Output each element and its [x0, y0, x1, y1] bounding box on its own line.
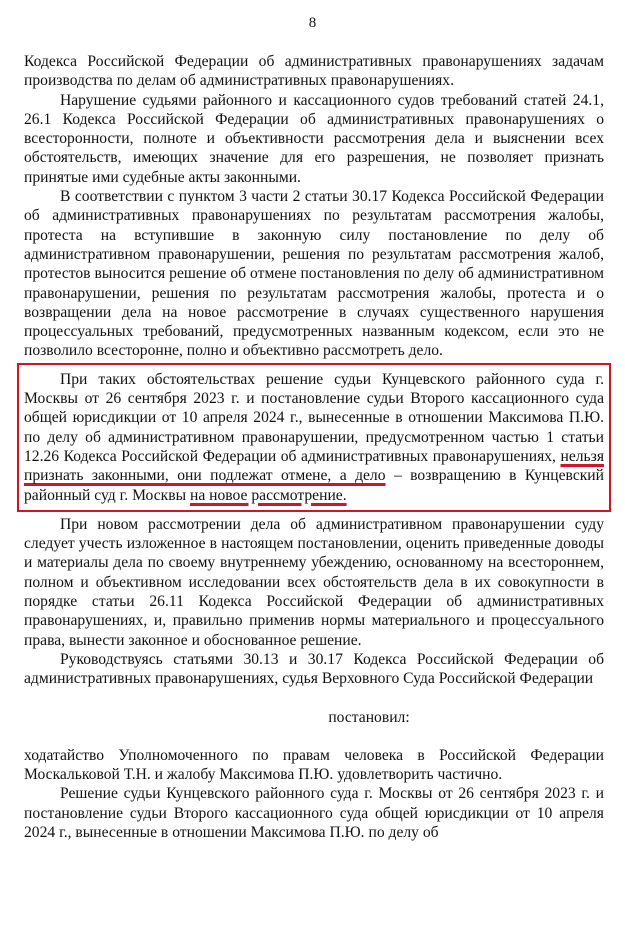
paragraph-legal-basis: В соответствии с пунктом 3 части 2 статьи 30.17 Кодекса Российской Федерации об административных правонарушениях по результатам рассмотрения жалобы, протеста на вступившие в законную силу постановление по делу об административном правонарушении, решения по результатам рассмотрения жалоб, протестов выносится решение об отмене постановления по делу об административном правонарушении, решения по результатам рассмотрения жалобы, протеста и о возвращении дела на новое рассмотрение в случаях существенного нарушения процессуальных требований, предусмотренных названным кодексом, если это не позволило всесторонне, полно и объективно рассмотреть дело. — [24, 188, 604, 360]
highlighted-paragraph — [24, 370, 604, 505]
underlined-text-new-review: на новое рассмотрение. — [189, 486, 347, 504]
paragraph-guided-by: Руководствуясь статьями 30.13 и 30.17 Кодекса Российской Федерации об административных правонарушениях, судья Верховного Суда Российской Федерации — [24, 650, 604, 688]
document-body — [24, 52, 604, 842]
paragraph-violation: Нарушение судьями районного и кассационного судов требований статей 24.1, 26.1 Кодекса Российской Федерации об административных правонарушениях о всесторонности, полноте и объективности рассмотрения дела и выяснении всех обстоятельств, имеющих значение для его разрешения, не позволяет признать принятые ими судебные акты законными. — [24, 91, 604, 186]
paragraph-continuation: Кодекса Российской Федерации об административных правонарушениях задачам производства по делам об административных правонарушениях. — [24, 53, 604, 90]
decision-heading: постановил: — [328, 708, 410, 726]
highlighted-text-part1: При таких обстоятельствах решение судьи Кунцевского районного суда г. Москвы от 26 сентября 2023 г. и постановление судьи Второго кассационного суда общей юрисдикции от 10 апреля 2024 г., вынесенные в отношении Максимова П.Ю. по делу об административном правонарушении, предусмотренном частью 1 статьи 12.26 Кодекса Российской Федерации об административных правонарушениях, — [24, 370, 604, 465]
paragraph-decision-cancel: Решение судьи Кунцевского районного суда г. Москвы от 26 сентября 2023 г. и постановление судьи Второго кассационного суда общей юрисдикции от 10 апреля 2024 г., вынесенные в отношении Максимова П.Ю. по делу об — [24, 785, 604, 841]
paragraph-new-review: При новом рассмотрении дела об административном правонарушении суду следует учесть изложенное в настоящем постановлении, оценить приведенные доводы и материалы дела по своему внутреннему убеждению, основанному на всестороннем, полном и объективном исследовании всех обстоятельств дела в их совокупности в порядке статьи 26.11 Кодекса Российской Федерации об административных правонарушениях, и, правильно применив нормы материального и процессуального права, вынести законное и обоснованное решение. — [24, 515, 604, 649]
paragraph-petition: ходатайство Уполномоченного по правам человека в Российской Федерации Москальковой Т.Н. и жалобу Максимова П.Ю. удовлетворить частично. — [24, 746, 604, 784]
underlined-text-cancel: нельзя признать законными, они подлежат отмене, а дело — [24, 447, 604, 485]
page-number: 8 — [308, 15, 317, 31]
highlighted-text-part2: – возвращению в Кунцевский районный суд г. Москвы — [24, 467, 605, 504]
